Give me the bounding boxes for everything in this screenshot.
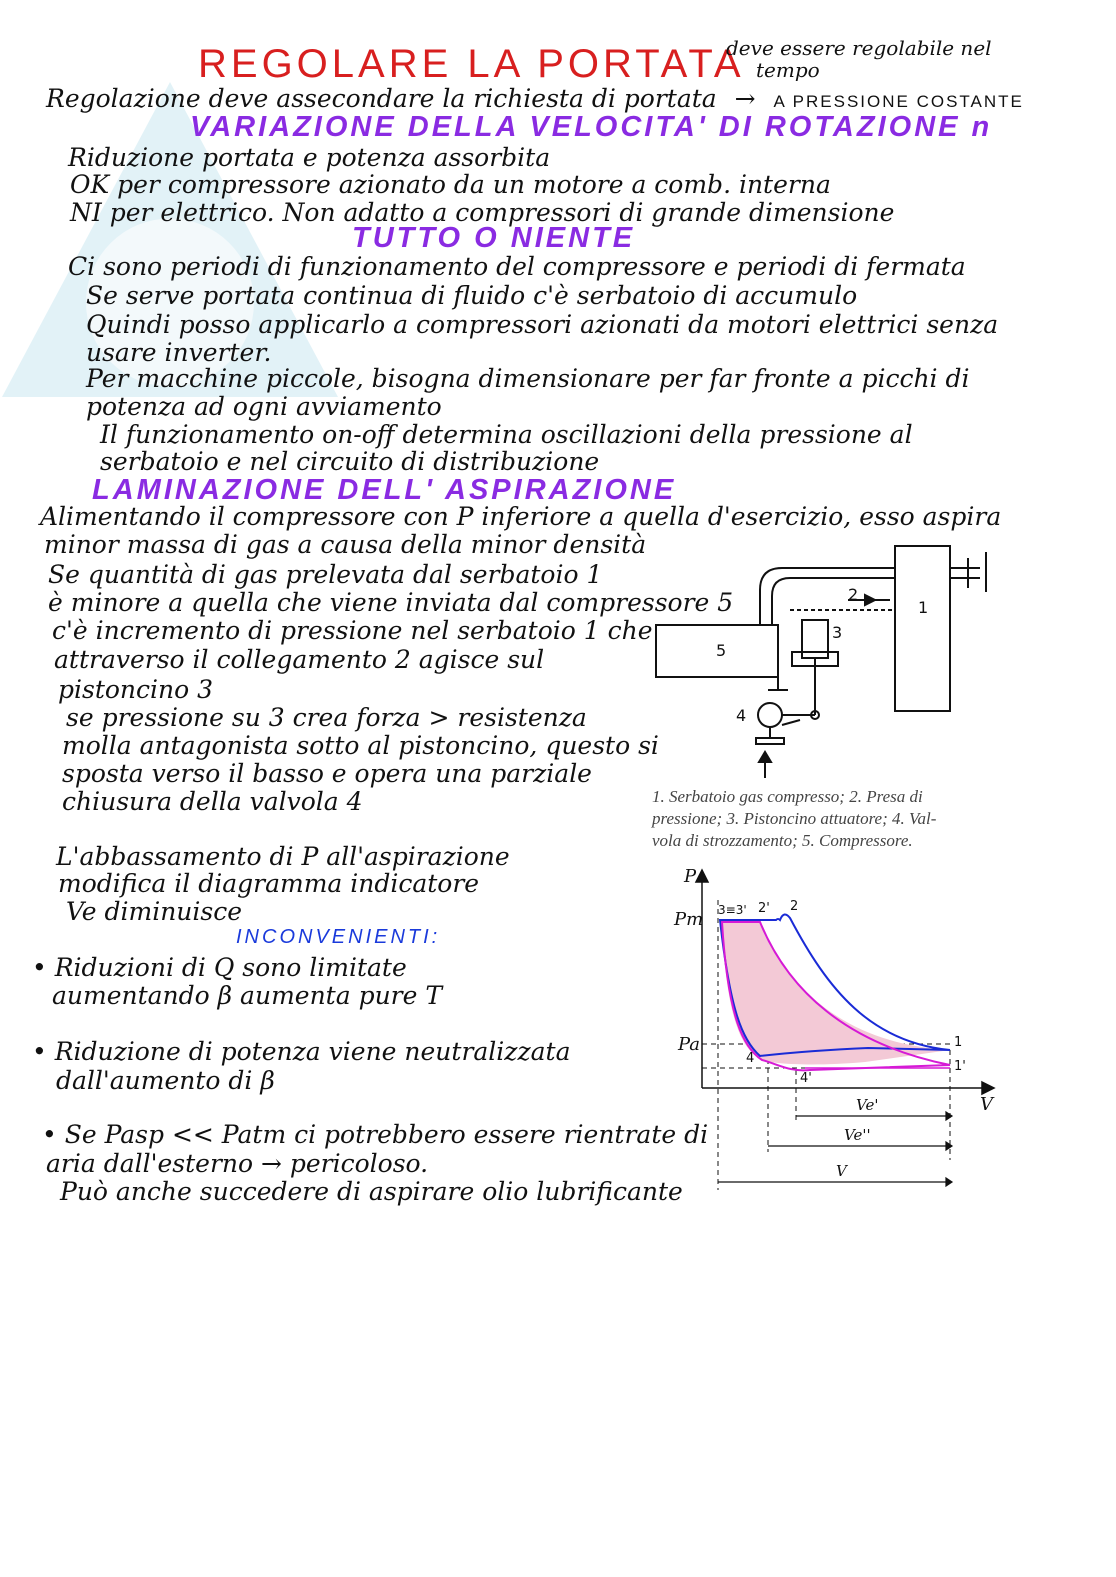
point-3-label: 3≡3' [718, 903, 747, 917]
bullet-1-text: Riduzioni di Q sono limitate [54, 953, 407, 982]
lam-line-3: Se quantità di gas prelevata dal serbatoio 1 [48, 560, 603, 589]
ve-prime-label: Ve' [856, 1096, 879, 1114]
valve-4 [758, 703, 782, 727]
velocita-line-1: Riduzione portata e potenza assorbita [68, 143, 551, 172]
lam-line-8: se pressione su 3 crea forza > resistenza [66, 703, 587, 732]
ve-second-label: Ve'' [844, 1126, 871, 1144]
heading-laminazione: LAMINAZIONE DELL' ASPIRAZIONE [92, 474, 677, 506]
title-note-1: deve essere regolabile nel [726, 36, 992, 60]
label-1: 1 [918, 598, 929, 617]
bullet-3-line-2: aria dall'esterno → pericoloso. [46, 1149, 429, 1178]
lam-line-5: c'è incremento di pressione nel serbatoio 1 che [52, 616, 653, 645]
lam-line-13: modifica il diagramma indicatore [58, 869, 480, 898]
pm-label: Pm [674, 909, 704, 930]
point-4-label: 4 [746, 1051, 755, 1066]
heading-tutto: TUTTO O NIENTE [352, 222, 636, 254]
lam-line-14: Ve diminuisce [66, 897, 243, 926]
lam-line-12: L'abbassamento di P all'aspirazione [56, 842, 510, 871]
point-2-label: 2 [790, 899, 799, 914]
v-total-label: V [836, 1162, 847, 1180]
velocita-line-3: NI per elettrico. Non adatto a compressori di grande dimensione [70, 198, 895, 227]
tutto-line-7: Il funzionamento on-off determina oscillazioni della pressione al [100, 420, 913, 449]
heading-velocita: VARIAZIONE DELLA VELOCITA' DI ROTAZIONE n [190, 111, 993, 143]
lam-line-4: è minore a quella che viene inviata dal compressore 5 [48, 588, 734, 617]
point-1p-label: 1' [954, 1059, 966, 1074]
axis-v-label: V [980, 1094, 993, 1115]
point-4p-label: 4' [800, 1071, 812, 1086]
page-title: REGOLARE LA PORTATA [198, 42, 745, 86]
tank-1 [895, 546, 950, 711]
arrow-right-icon: → [734, 84, 756, 113]
figure-caption-1: 1. Serbatoio gas compresso; 2. Presa di [652, 787, 923, 806]
bullet-3-line-1: • Se Pasp << Patm ci potrebbero essere rientrate di [42, 1120, 709, 1149]
lam-line-6: attraverso il collegamento 2 agisce sul [54, 645, 545, 674]
tutto-line-6: potenza ad ogni avviamento [86, 392, 442, 421]
tutto-line-2: Se serve portata continua di fluido c'è serbatoio di accumulo [86, 281, 858, 310]
indicator-diagram [660, 860, 1005, 1195]
axis-p-label: P [684, 866, 697, 887]
figure-caption-2: pressione; 3. Pistoncino attuatore; 4. Val- [652, 809, 937, 828]
velocita-line-2: OK per compressore azionato da un motore a comb. interna [70, 170, 831, 199]
lam-line-11: chiusura della valvola 4 [62, 787, 363, 816]
label-5: 5 [716, 641, 727, 660]
intro-main: Regolazione deve assecondare la richiesta di portata [46, 84, 717, 113]
tutto-line-4: usare inverter. [86, 338, 272, 367]
point-1-label: 1 [954, 1035, 963, 1050]
title-note-2: tempo [756, 58, 820, 82]
lam-line-9: molla antagonista sotto al pistoncino, questo si [62, 731, 659, 760]
label-3: 3 [832, 623, 843, 642]
lam-line-7: pistoncino 3 [58, 675, 214, 704]
bullet-3-text: Se Pasp << Patm ci potrebbero essere rientrate di [64, 1120, 709, 1149]
label-4: 4 [736, 706, 747, 725]
tutto-line-5: Per macchine piccole, bisogna dimensionare per far fronte a picchi di [86, 364, 970, 393]
pa-label: Pa [678, 1034, 701, 1055]
tutto-line-1: Ci sono periodi di funzionamento del compressore e periodi di fermata [68, 252, 966, 281]
bullet-2-text: Riduzione di potenza viene neutralizzata [54, 1037, 571, 1066]
lam-line-1: Alimentando il compressore con P inferiore a quella d'esercizio, esso aspira [40, 502, 1002, 531]
bullet-2-line-1: • Riduzione di potenza viene neutralizzata [32, 1037, 571, 1066]
bullet-3-line-3: Può anche succedere di aspirare olio lubrificante [60, 1177, 683, 1206]
inconvenienti-label: INCONVENIENTI: [236, 926, 441, 948]
intro-constant: A PRESSIONE COSTANTE [773, 92, 1024, 111]
lam-line-2: minor massa di gas a causa della minor densità [44, 530, 647, 559]
figure-caption-3: vola di strozzamento; 5. Compressore. [652, 831, 913, 850]
bullet-2-line-2: dall'aumento di β [56, 1066, 275, 1095]
bullet-1-line-2: aumentando β aumenta pure T [52, 981, 443, 1010]
bullet-1-line-1: • Riduzioni di Q sono limitate [32, 953, 407, 982]
tutto-line-8: serbatoio e nel circuito di distribuzione [100, 447, 600, 476]
regulation-schematic [650, 540, 995, 780]
lam-line-10: sposta verso il basso e opera una parziale [62, 759, 592, 788]
label-2: 2 [848, 585, 859, 604]
point-2p-label: 2' [758, 901, 770, 916]
tutto-line-3: Quindi posso applicarlo a compressori azionati da motori elettrici senza [86, 310, 999, 339]
